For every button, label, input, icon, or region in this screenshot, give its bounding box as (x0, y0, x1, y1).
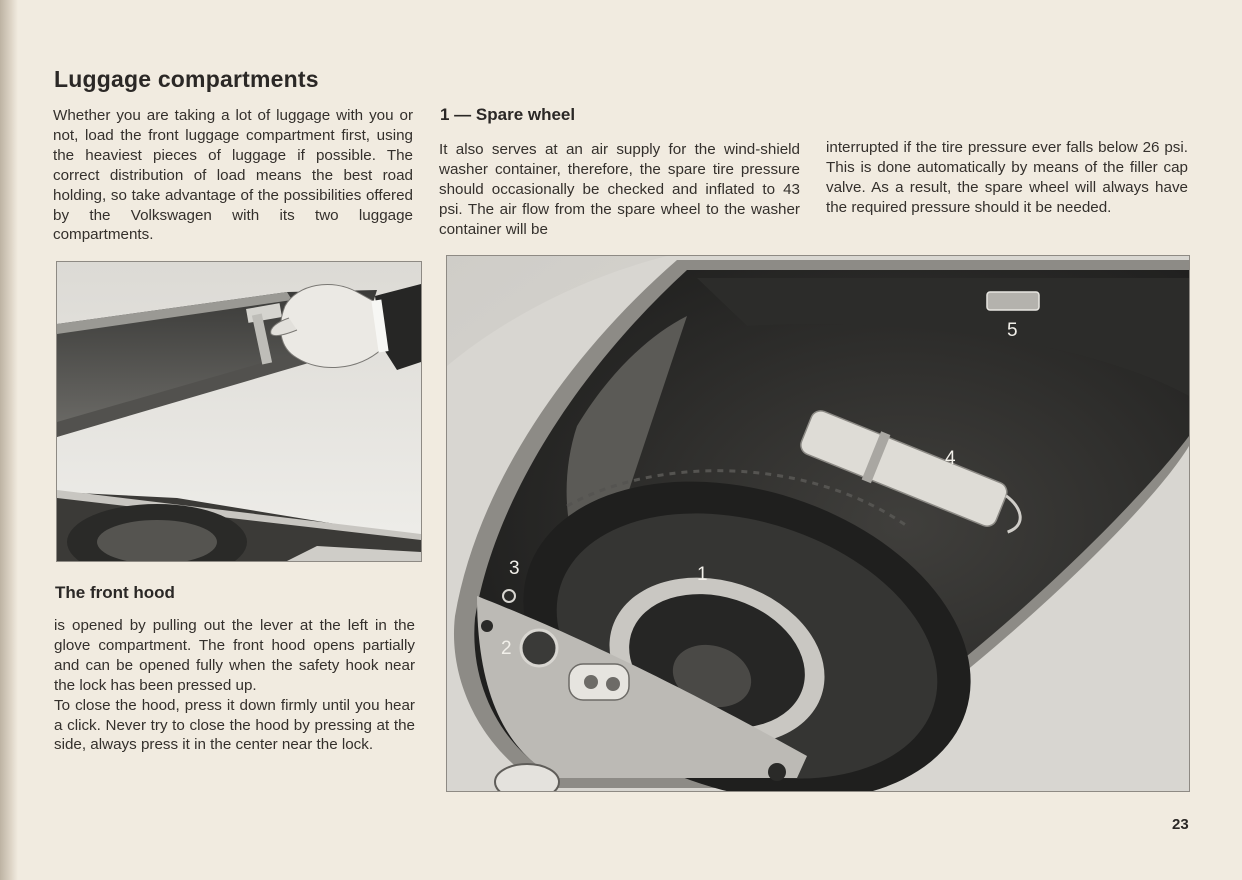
book-spine-shadow (0, 0, 18, 880)
hood-release-photo (56, 261, 422, 562)
front-hood-paragraph-1: is opened by pulling out the lever at the left in the glove compartment. The front hood opens partially and can be opened fully when the safety hook near the lock has been pressed up. (54, 617, 415, 694)
callout-5: 5 (1007, 320, 1018, 341)
spare-wheel-column-1: It also serves at an air supply for the wind-shield washer container, therefore, the spare tire pressure should occasionally be checked and inflated to 43 psi. The air flow from the spare wheel to the washer container will be (439, 141, 800, 238)
callout-1: 1 (697, 564, 708, 585)
callout-3: 3 (509, 558, 520, 579)
callout-2: 2 (501, 638, 512, 659)
front-hood-text (54, 616, 415, 755)
front-hood-paragraph-2: To close the hood, press it down firmly until you hear a click. Never try to close the hood by pressing at the side, always press it in the center near the lock. (54, 696, 415, 754)
page-title: Luggage compartments (54, 66, 319, 92)
callout-4: 4 (945, 448, 956, 469)
spare-wheel-column-2: interrupted if the tire pressure ever falls below 26 psi. This is done automatically by means of the filler cap valve. As a result, the spare wheel will always have the required pressure should it be needed. (826, 139, 1188, 216)
spare-wheel-heading: 1 — Spare wheel (440, 105, 576, 124)
page-number: 23 (1172, 816, 1189, 833)
luggage-compartment-photo (446, 255, 1190, 792)
intro-paragraph: Whether you are taking a lot of luggage with you or not, load the front luggage compartment first, using the heaviest pieces of luggage if possible. The correct distribution of load means the best road holding, so take advantage of the possibilities offered by the Volkswagen with its two luggage compartments. (53, 107, 413, 244)
front-hood-heading: The front hood (55, 583, 175, 602)
